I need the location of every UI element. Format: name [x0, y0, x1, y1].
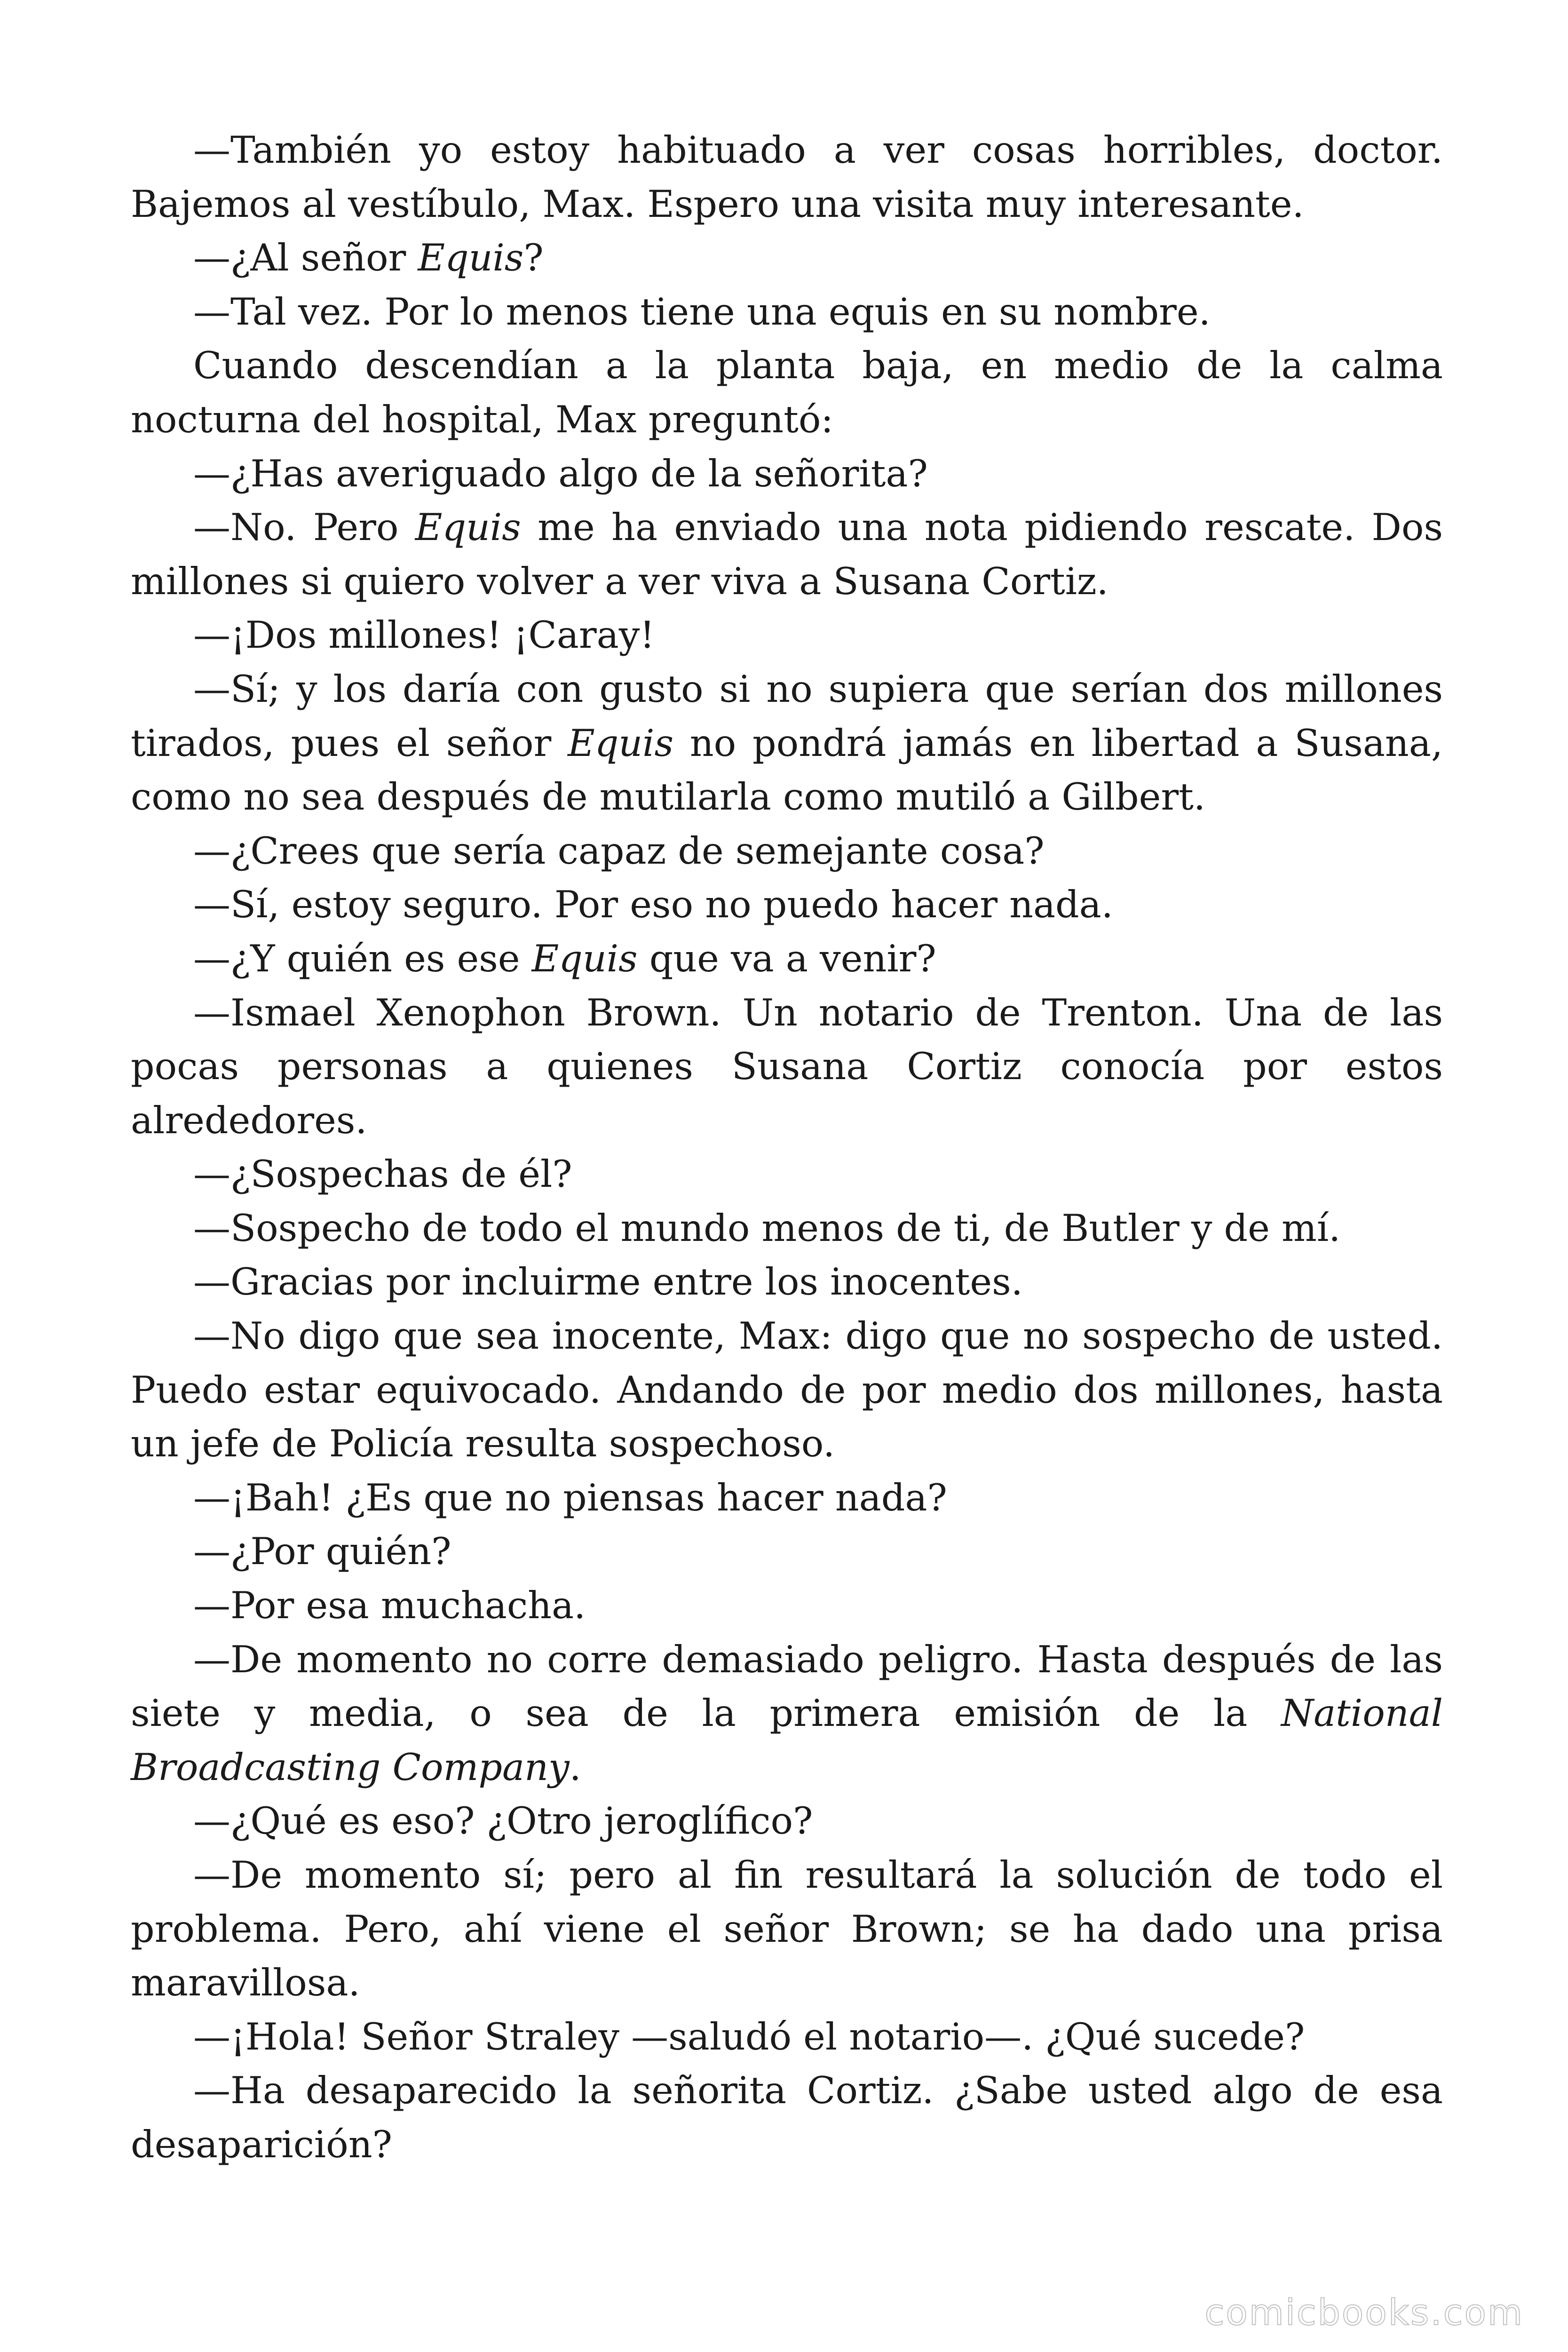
paragraph	[131, 878, 1443, 932]
text-run: —¿Por quién?	[193, 1530, 451, 1573]
text-run: —¿Has averiguado algo de la señorita?	[193, 452, 928, 495]
text-run: no pondrá jamás en libertad a Susana, como no sea después de mutilarla como mutiló a Gilbert.	[131, 721, 1443, 819]
text-run: —Gracias por incluirme entre los inocentes.	[193, 1260, 1023, 1304]
text-run: —Sí, estoy seguro. Por eso no puedo hacer nada.	[193, 883, 1113, 927]
paragraph	[131, 2010, 1443, 2064]
italic-text: Equis	[418, 236, 524, 280]
text-run: —Tal vez. Por lo menos tiene una equis en su nombre.	[193, 290, 1211, 334]
paragraph	[131, 2064, 1443, 2171]
paragraph	[131, 1147, 1443, 1201]
paragraph	[131, 824, 1443, 878]
paragraph	[131, 986, 1443, 1148]
paragraph	[131, 662, 1443, 824]
paragraph	[131, 1471, 1443, 1525]
paragraph	[131, 932, 1443, 986]
text-run: —¿Y quién es ese	[193, 937, 532, 980]
text-run: —De momento no corre demasiado peligro. Hasta después de las siete y media, o sea de la primera emisión de la	[131, 1637, 1443, 1735]
text-run: Cuando descendían a la planta baja, en medio de la calma nocturna del hospital, Max preguntó:	[131, 344, 1443, 441]
watermark: comicbooks.com	[1204, 2291, 1524, 2333]
text-run: —¿Qué es eso? ¿Otro jeroglífico?	[193, 1799, 813, 1843]
paragraph	[131, 1201, 1443, 1255]
text-run: —De momento sí; pero al fin resultará la solución de todo el problema. Pero, ahí viene el señor Brown; se ha dado una prisa maravillosa.	[131, 1853, 1443, 2005]
paragraph	[131, 285, 1443, 339]
text-run: que va a venir?	[637, 937, 936, 980]
paragraph	[131, 1255, 1443, 1309]
italic-text: Equis	[415, 506, 521, 549]
body-text	[131, 123, 1443, 2172]
paragraph	[131, 1525, 1443, 1579]
text-run: —Por esa muchacha.	[193, 1584, 586, 1628]
text-run: —No. Pero	[193, 506, 415, 549]
text-run: —Ha desaparecido la señorita Cortiz. ¿Sabe usted algo de esa desaparición?	[131, 2069, 1443, 2166]
paragraph	[131, 1579, 1443, 1633]
paragraph	[131, 123, 1443, 231]
text-run: —¡Dos millones! ¡Caray!	[193, 613, 655, 657]
paragraph	[131, 608, 1443, 662]
paragraph	[131, 339, 1443, 446]
text-run: —Sospecho de todo el mundo menos de ti, de Butler y de mí.	[193, 1206, 1341, 1250]
text-run: me ha enviado una nota pidiendo rescate. Dos millones si quiero volver a ver viva a Susana Cortiz.	[131, 506, 1443, 603]
paragraph	[131, 1309, 1443, 1471]
paragraph	[131, 1848, 1443, 2010]
text-run: —¿Al señor	[193, 236, 418, 280]
text-run: —Ismael Xenophon Brown. Un notario de Trenton. Una de las pocas personas a quienes Susana Cortiz conocía por estos alrededores.	[131, 991, 1443, 1142]
text-run: —¿Crees que sería capaz de semejante cosa?	[193, 829, 1045, 873]
italic-text: Equis	[531, 937, 638, 980]
italic-text: National Broadcasting Company	[131, 1692, 1443, 1789]
text-run: —No digo que sea inocente, Max: digo que no sospecho de usted. Puedo estar equivocado. Andando de por medio dos millones, hasta un jefe de Policía resulta sospechoso.	[131, 1314, 1443, 1466]
italic-text: Equis	[568, 721, 673, 765]
text-run: —¿Sospechas de él?	[193, 1152, 572, 1196]
text-run: .	[569, 1745, 581, 1789]
text-run: —Sí; y los daría con gusto si no supiera que serían dos millones tirados, pues el señor	[131, 667, 1443, 765]
paragraph	[131, 1794, 1443, 1848]
paragraph	[131, 1633, 1443, 1795]
paragraph	[131, 231, 1443, 285]
text-run: —¡Hola! Señor Straley —saludó el notario—. ¿Qué sucede?	[193, 2015, 1305, 2058]
text-run: ?	[523, 236, 544, 280]
paragraph	[131, 501, 1443, 608]
text-run: —También yo estoy habituado a ver cosas horribles, doctor. Bajemos al vestíbulo, Max. Espero una visita muy interesante.	[131, 128, 1443, 226]
text-run: —¡Bah! ¿Es que no piensas hacer nada?	[193, 1476, 947, 1519]
paragraph	[131, 447, 1443, 501]
